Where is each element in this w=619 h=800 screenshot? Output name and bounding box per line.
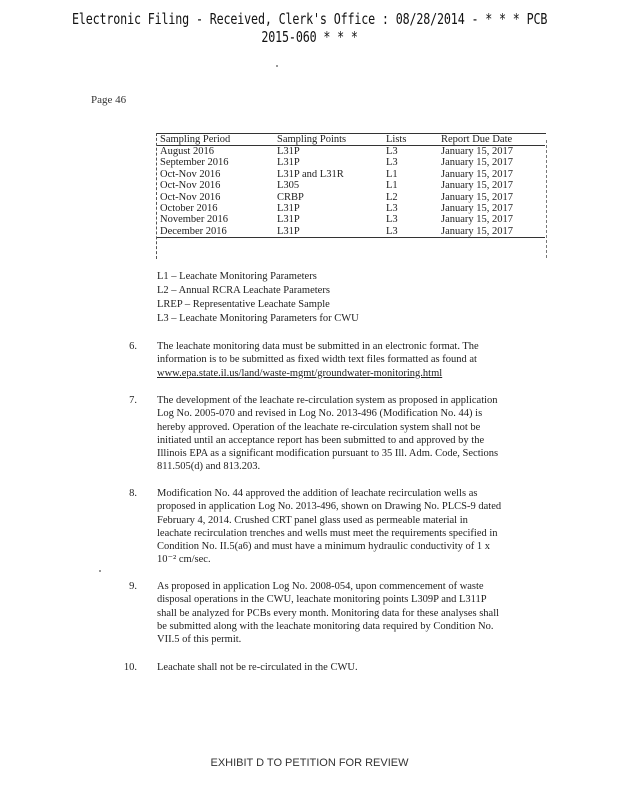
table-cell: L31P and L31R: [277, 168, 344, 180]
item-number: 9.: [129, 581, 137, 592]
item-number: 8.: [129, 488, 137, 499]
scan-speck: [99, 570, 101, 572]
table-cell: L1: [386, 168, 398, 180]
table-cell: Oct-Nov 2016: [160, 168, 221, 180]
table-cell: L3: [386, 214, 398, 226]
item-text: [157, 394, 559, 474]
item-line: shall be analyzed for PCBs every month. Monitoring data for these analyses shall: [157, 607, 500, 619]
item-line: initiated until an acceptance report has been submitted to and approved by the: [157, 434, 485, 446]
table-right-rule: [546, 140, 547, 258]
table-cell: January 15, 2017: [441, 157, 514, 169]
table-row: [157, 180, 545, 191]
item-text: [157, 487, 559, 567]
table-cell: L31P: [277, 146, 300, 157]
item-line: hereby approved. Operation of the leachate re-circulation system shall not be: [157, 421, 481, 433]
item-line: Leachate shall not be re-circulated in the CWU.: [157, 662, 358, 673]
table-cell: L3: [383, 226, 438, 238]
item-line: February 4, 2014. Crushed CRT panel glass used as permeable material in: [157, 514, 468, 526]
item-text: [157, 340, 559, 380]
column-header: Sampling Points: [274, 134, 383, 146]
item-line: The leachate monitoring data must be submitted in an electronic format. The: [157, 341, 479, 352]
sampling-schedule-table: [157, 134, 545, 238]
table-row: [157, 226, 545, 238]
item-text: [157, 580, 559, 646]
item-line: proposed in application Log No. 2013-496, shown on Drawing No. PLCS-9 dated: [157, 501, 502, 513]
item-line: information is to be submitted as fixed width text files formatted as found at: [157, 354, 477, 366]
column-header: Lists: [383, 134, 438, 146]
table-cell: January 15, 2017: [441, 203, 514, 215]
table-row: [157, 169, 545, 180]
item-line: As proposed in application Log No. 2008-054, upon commencement of waste: [157, 581, 484, 592]
legend-entry: LREP – Representative Leachate Sample: [157, 299, 330, 310]
table-cell: L31P: [277, 214, 300, 226]
item-line: VII.5 of this permit.: [157, 634, 242, 646]
legend-entry: L3 – Leachate Monitoring Parameters for CWU: [157, 313, 359, 324]
table-cell: L1: [386, 180, 398, 192]
legend-entry: L1 – Leachate Monitoring Parameters: [157, 271, 317, 282]
item-line: 10⁻² cm/sec.: [157, 554, 211, 566]
table-cell: CRBP: [277, 191, 304, 203]
item-line: 811.505(d) and 813.203.: [157, 461, 261, 473]
item-line: be submitted along with the leachate monitoring data required by Condition No.: [157, 620, 494, 632]
table-cell: January 15, 2017: [441, 168, 514, 180]
item-number: 10.: [123, 662, 137, 673]
table-cell: August 2016: [160, 146, 214, 157]
table-cell: January 15, 2017: [441, 180, 514, 192]
table-header-row: [157, 134, 545, 146]
table-cell: November 2016: [160, 214, 228, 226]
filing-stamp-header: Electronic Filing - Received, Clerk's Office : 08/28/2014 - * * * PCB 2015-060 * * *: [71, 10, 548, 46]
item-line: Condition No. II.5(a6) and must have a minimum hydraulic conductivity of 1 x: [157, 541, 491, 553]
item-line: Illinois EPA as a significant modification pursuant to 35 Ill. Adm. Code, Sections: [157, 448, 499, 460]
item-number: 7.: [129, 395, 137, 406]
table-cell: January 15, 2017: [441, 146, 514, 157]
item-line: The development of the leachate re-circulation system as proposed in application: [157, 395, 498, 406]
item-number: 6.: [129, 341, 137, 352]
column-header: Sampling Period: [157, 134, 274, 146]
page-number: Page 46: [91, 94, 127, 106]
table-cell: L31P: [277, 203, 300, 215]
table-cell: Oct-Nov 2016: [160, 191, 221, 203]
exhibit-footer: EXHIBIT D TO PETITION FOR REVIEW: [210, 757, 409, 769]
table-cell: L3: [386, 157, 398, 169]
item-line: Modification No. 44 approved the addition of leachate recirculation wells as: [157, 488, 478, 499]
item-line: Log No. 2005-070 and revised in Log No. 2013-496 (Modification No. 44) is: [157, 408, 483, 420]
item-line: disposal operations in the CWU, leachate monitoring points L309P and L311P: [157, 594, 487, 606]
table-cell: October 2016: [160, 203, 218, 215]
column-header: Report Due Date: [438, 134, 545, 146]
item-text: [157, 661, 559, 674]
table-cell: L3: [386, 203, 398, 215]
table-row: [157, 203, 545, 214]
table-cell: January 15, 2017: [441, 214, 514, 226]
list-legend: [157, 270, 359, 326]
table-cell: L31P: [274, 226, 383, 238]
table-row: [157, 214, 545, 225]
table-cell: December 2016: [157, 226, 274, 238]
table-cell: September 2016: [160, 157, 229, 169]
table-cell: January 15, 2017: [438, 226, 545, 238]
legend-entry: L2 – Annual RCRA Leachate Parameters: [157, 285, 330, 296]
table-row: [157, 146, 545, 158]
table-cell: Oct-Nov 2016: [160, 180, 221, 192]
table-cell: L2: [386, 191, 398, 203]
scan-speck: [276, 65, 278, 67]
table-cell: L305: [277, 180, 300, 192]
table-row: [157, 192, 545, 203]
table-cell: January 15, 2017: [441, 191, 514, 203]
table-row: [157, 157, 545, 168]
website-link[interactable]: www.epa.state.il.us/land/waste-mgmt/groundwater-monitoring.html: [157, 367, 443, 379]
table-cell: L31P: [277, 157, 300, 169]
item-line: leachate recirculation trenches and wells must meet the requirements specified in: [157, 527, 498, 539]
table-cell: L3: [386, 146, 398, 157]
